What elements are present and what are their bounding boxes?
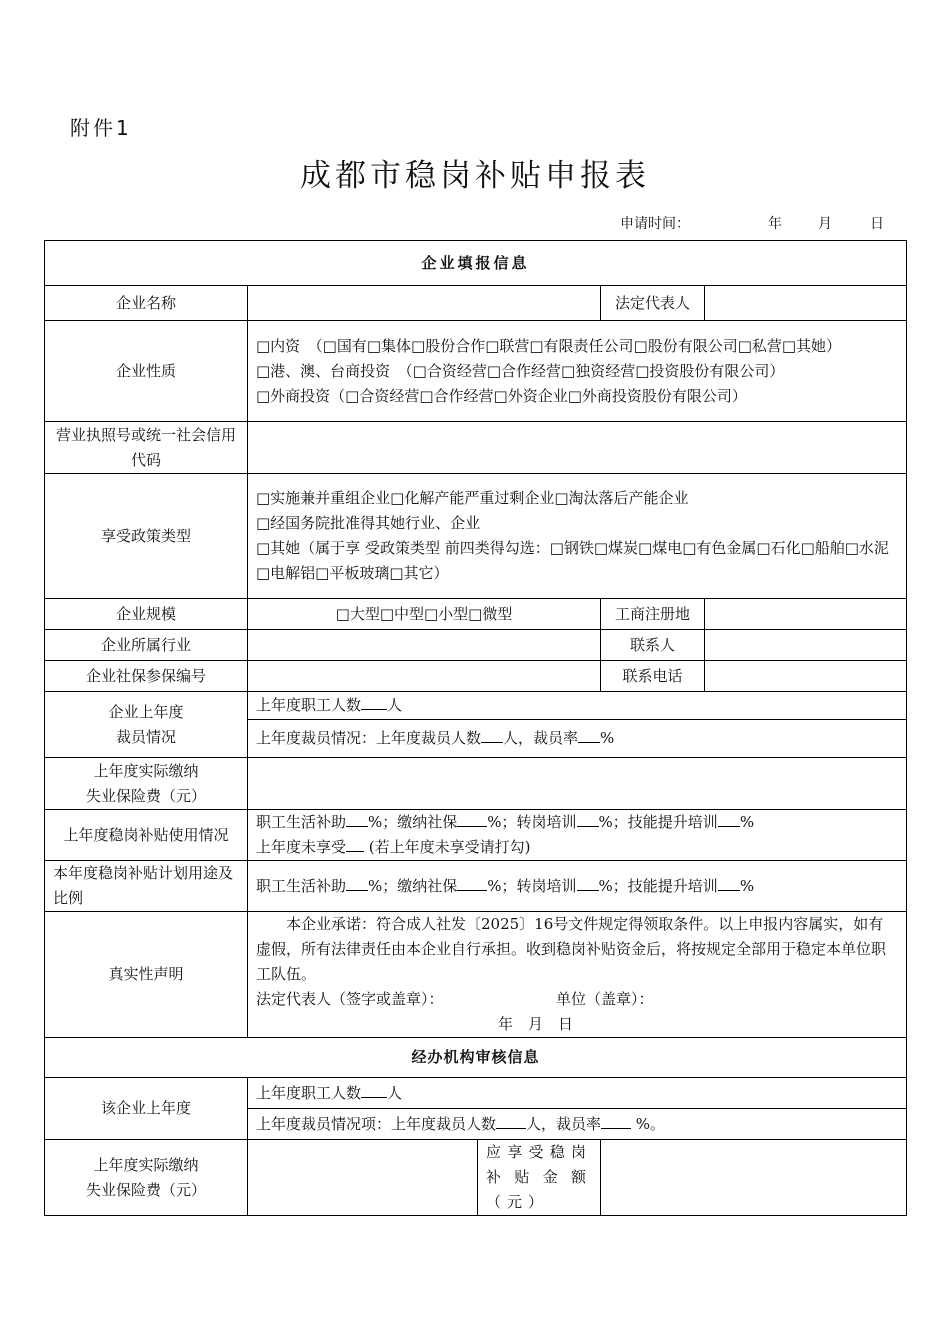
agency-prev-year-label: 该企业上年度 xyxy=(45,1078,248,1140)
not-enjoyed-suffix: (若上年度未享受请打勾) xyxy=(364,838,531,856)
staff-count-row[interactable] xyxy=(248,692,907,720)
agency-staff-row[interactable] xyxy=(248,1078,907,1109)
policy-line[interactable]: □实施兼并重组企业□化解产能严重过剩企业□淘汰落后产能企业 xyxy=(256,489,689,507)
nature-label: 企业性质 xyxy=(45,321,248,422)
insurance-label-line2: 失业保险费（元） xyxy=(85,786,206,805)
plan-blank[interactable] xyxy=(457,874,487,891)
scale-label: 企业规模 xyxy=(45,599,248,630)
agency-layoff-suffix: %。 xyxy=(631,1114,666,1133)
usage-blank[interactable] xyxy=(718,810,740,827)
declaration-label: 真实性声明 xyxy=(45,912,248,1038)
usage-text-5: % xyxy=(739,813,755,831)
company-name-label: 企业名称 xyxy=(45,286,248,321)
plan-blank[interactable] xyxy=(346,874,368,891)
usage-label: 上年度稳岗补贴使用情况 xyxy=(45,810,248,861)
contact-field[interactable] xyxy=(705,630,907,661)
sign-date: 年 月 日 xyxy=(498,1015,574,1033)
agency-insurance-field[interactable] xyxy=(248,1140,478,1216)
nature-line[interactable]: □内资 （□国有□集体□股份合作□联营□有限责任公司□股份有限公司□私营□其她） xyxy=(256,336,842,355)
nature-line[interactable]: □港、澳、台商投资 （□合资经营□合作经营□独资经营□投资股份有限公司） xyxy=(256,361,785,380)
legal-rep-label: 法定代表人 xyxy=(601,286,705,321)
insurance-field[interactable] xyxy=(248,758,907,810)
industry-field[interactable] xyxy=(248,630,601,661)
legal-rep-field[interactable] xyxy=(705,286,907,321)
agency-staff-prefix: 上年度职工人数 xyxy=(256,1083,362,1102)
plan-text-1: 职工生活补助 xyxy=(256,876,347,895)
page-title: 成都市稳岗补贴申报表 xyxy=(300,158,650,194)
plan-text-4: %；技能提升培训 xyxy=(598,876,718,895)
usage-text-3: %；转岗培训 xyxy=(487,813,577,831)
agency-staff-blank[interactable] xyxy=(361,1081,387,1098)
sign-unit[interactable]: 单位（盖章）： xyxy=(556,990,654,1008)
staff-count-suffix: 人 xyxy=(387,696,403,714)
agency-insurance-label xyxy=(45,1140,248,1216)
section-enterprise: 企业填报信息 xyxy=(45,241,907,286)
not-enjoyed-prefix: 上年度未享受 xyxy=(256,838,347,856)
agency-rate-blank[interactable] xyxy=(601,1112,631,1129)
month-label: 月 xyxy=(818,216,832,232)
agency-insurance-line1: 上年度实际缴纳 xyxy=(93,1155,199,1174)
layoff-rate-blank[interactable] xyxy=(578,726,600,743)
policy-line[interactable]: □电解铝□平板玻璃□其它） xyxy=(256,564,449,582)
insurance-label-line1: 上年度实际缴纳 xyxy=(93,761,199,780)
plan-blank[interactable] xyxy=(577,874,599,891)
staff-count-blank[interactable] xyxy=(361,693,387,710)
contact-label: 联系人 xyxy=(601,630,705,661)
usage-blank[interactable] xyxy=(346,810,368,827)
agency-staff-suffix: 人 xyxy=(387,1083,403,1102)
layoff-prefix: 上年度裁员情况：上年度裁员人数 xyxy=(256,729,482,747)
reg-place-field[interactable] xyxy=(705,599,907,630)
layoff-label-line2: 裁员情况 xyxy=(115,727,176,746)
social-no-field[interactable] xyxy=(248,661,601,692)
nature-line[interactable]: □外商投资（□合资经营□合作经营□外资企业□外商投资股份有限公司） xyxy=(256,386,747,405)
declaration-body xyxy=(248,912,907,1038)
nature-options[interactable] xyxy=(248,321,907,422)
social-no-label: 企业社保参保编号 xyxy=(45,661,248,692)
usage-text-1: 职工生活补助 xyxy=(256,813,347,831)
agency-layoff-prefix: 上年度裁员情况项：上年度裁员人数 xyxy=(256,1114,497,1133)
license-field[interactable] xyxy=(248,422,907,474)
layoff-label xyxy=(45,692,248,758)
policy-line[interactable]: □其她（属于享 受政策类型 前四类得勾选：□钢铁□煤炭□煤电□有色金属□石化□船舶□水泥 xyxy=(256,539,889,557)
plan-label: 本年度稳岗补贴计划用途及比例 xyxy=(45,861,248,912)
policy-line[interactable]: □经国务院批准得其她行业、企业 xyxy=(256,514,481,532)
usage-blank[interactable] xyxy=(457,810,487,827)
agency-insurance-line2: 失业保险费（元） xyxy=(85,1180,206,1199)
sign-rep[interactable]: 法定代表人（签字或盖章）： xyxy=(256,990,444,1008)
phone-label: 联系电话 xyxy=(601,661,705,692)
policy-label: 享受政策类型 xyxy=(45,474,248,599)
license-label: 营业执照号或统一社会信用代码 xyxy=(45,422,248,474)
subsidy-amount-field[interactable] xyxy=(601,1140,907,1216)
layoff-count-blank[interactable] xyxy=(481,726,503,743)
plan-text-2: %；缴纳社保 xyxy=(368,876,458,895)
plan-text-5: % xyxy=(739,876,755,895)
agency-layoff-blank[interactable] xyxy=(496,1112,526,1129)
apply-time-label: 申请时间： xyxy=(620,216,690,232)
insurance-label xyxy=(45,758,248,810)
company-name-field[interactable] xyxy=(248,286,601,321)
reg-place-label: 工商注册地 xyxy=(601,599,705,630)
day-label: 日 xyxy=(870,216,884,232)
industry-label: 企业所属行业 xyxy=(45,630,248,661)
plan-field[interactable] xyxy=(248,861,907,912)
not-enjoyed-blank[interactable] xyxy=(346,835,364,852)
declaration-text: 本企业承诺：符合成人社发〔2025〕16号文件规定得领取条件。以上申报内容属实，如有虚假，所有法律责任由本企业自行承担。收到稳岗补贴资金后，将按规定全部用于稳定本单位职工队伍。 xyxy=(256,915,887,983)
usage-text-2: %；缴纳社保 xyxy=(368,813,458,831)
policy-options[interactable] xyxy=(248,474,907,599)
usage-line[interactable] xyxy=(256,810,898,835)
scale-options[interactable]: □大型□中型□小型□微型 xyxy=(248,599,601,630)
plan-blank[interactable] xyxy=(718,874,740,891)
usage-text-4: %；技能提升培训 xyxy=(598,813,718,831)
layoff-row[interactable] xyxy=(248,720,907,758)
signature-line[interactable] xyxy=(256,987,898,1012)
staff-count-prefix: 上年度职工人数 xyxy=(256,696,362,714)
plan-text-3: %；转岗培训 xyxy=(487,876,577,895)
layoff-mid: 人，裁员率 xyxy=(503,729,579,747)
layoff-suffix: % xyxy=(600,729,615,747)
attachment-label: 附件1 xyxy=(70,116,132,140)
usage-field[interactable] xyxy=(248,810,907,861)
section-agency: 经办机构审核信息 xyxy=(45,1038,907,1078)
phone-field[interactable] xyxy=(705,661,907,692)
not-enjoyed-line[interactable] xyxy=(256,835,898,860)
subsidy-amount-label: 应享受稳岗补贴金额（元） xyxy=(478,1140,601,1216)
year-label: 年 xyxy=(768,216,782,232)
usage-blank[interactable] xyxy=(577,810,599,827)
agency-layoff-row[interactable] xyxy=(248,1109,907,1140)
subsidy-form xyxy=(44,240,907,1216)
layoff-label-line1: 企业上年度 xyxy=(108,702,184,721)
agency-layoff-mid: 人，裁员率 xyxy=(526,1114,602,1133)
